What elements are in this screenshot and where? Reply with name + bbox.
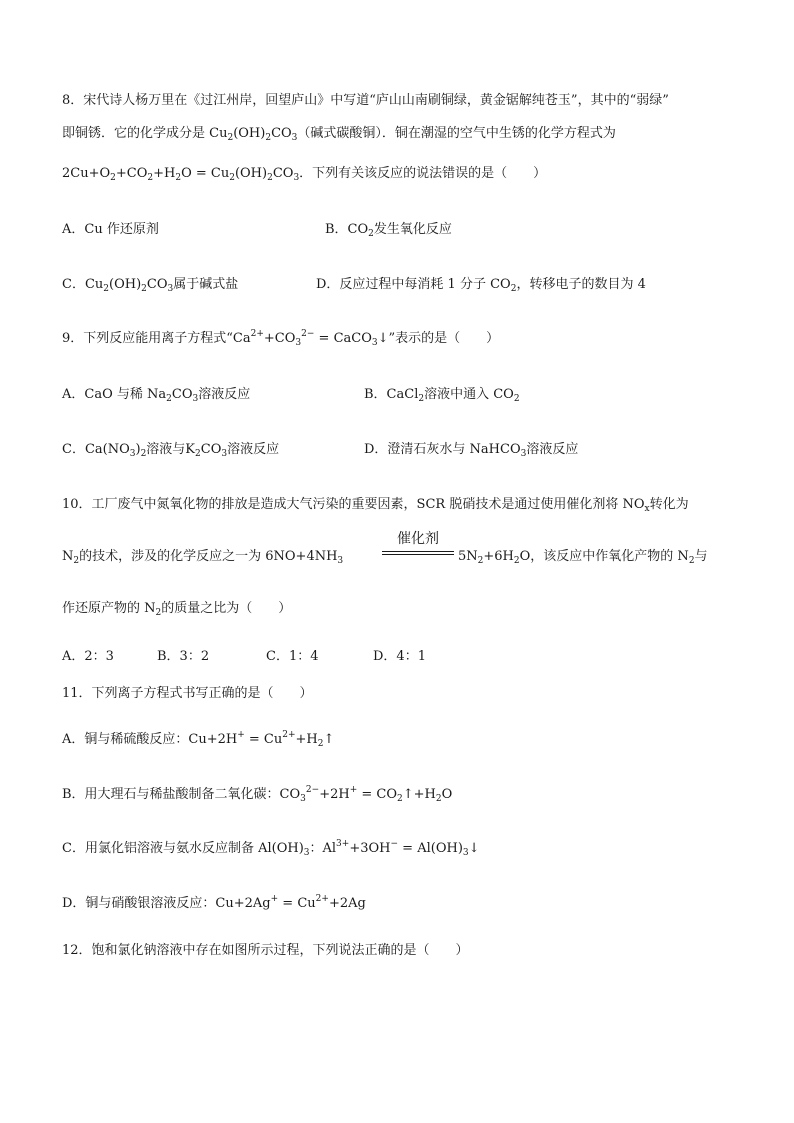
q10-stem-line2-left: $N_2$的技术，涉及的化学反应之一为 $6NO+4NH_3$ <box>62 549 344 566</box>
q10-stem-line1: 10．工厂废气中氮氧化物的排放是造成大气污染的重要因素，SCR 脱硝技术是通过使用催化剂将 $NO_x$转化为 <box>62 497 689 514</box>
q9-stem: 9．下列反应能用离子方程式“$Ca^{2+}+CO_3^{2-}$ = CaCO$_3$↓”表示的是（ ） <box>62 329 500 348</box>
q12-stem: 12．饱和氯化钠溶液中存在如图所示过程，下列说法正确的是（ ） <box>62 943 469 958</box>
q10-option-c: C．1：4 <box>266 649 319 664</box>
q9-option-c: C．$Ca(NO_3)_2$溶液与$K_2CO_3$溶液反应 <box>62 442 280 459</box>
q11-option-c: C．用氯化铝溶液与氨水反应制备 $Al(OH)_3$：$Al^{3+}+3OH^-$ = $Al(OH)_3↓$ <box>62 839 480 858</box>
catalyst-label: 催化剂 <box>397 531 439 547</box>
q11-option-d: D．铜与硝酸银溶液反应：$Cu+2Ag^+ = Cu^{2+}+2Ag$ <box>62 894 366 911</box>
q8-option-a: A．Cu 作还原剂 <box>62 222 159 237</box>
q11-stem: 11．下列离子方程式书写正确的是（ ） <box>62 686 313 701</box>
q10-stem-line3: 作还原产物的 $N_2$的质量之比为（ ） <box>62 601 292 618</box>
reaction-equals-bar <box>382 551 454 555</box>
q8-option-d: D．反应过程中每消耗 1 分子 $CO_2$，转移电子的数目为 4 <box>316 277 646 294</box>
q9-option-b: B．CaCl$_2$溶液中通入 $CO_2$ <box>364 387 520 404</box>
q10-option-a: A．2：3 <box>62 649 114 664</box>
q8-stem-line1: 8．宋代诗人杨万里在《过江州岸，回望庐山》中写道“庐山山南刷铜绿，黄金锯解纯苍玉”，其中的“弱绿” <box>62 93 669 108</box>
q8-option-b: B．$CO_2$发生氧化反应 <box>325 222 452 239</box>
q8-option-c: C．$Cu_2(OH)_2CO_3$属于碱式盐 <box>62 277 239 294</box>
q9-option-a: A．CaO 与稀 $Na_2CO_3$溶液反应 <box>62 387 251 404</box>
q10-option-b: B．3：2 <box>157 649 210 664</box>
q9-option-d: D．澄清石灰水与 NaHCO$_3$溶液反应 <box>364 442 579 459</box>
q8-equation-line: $2Cu+O_2+CO_2+H_2O = Cu_2(OH)_2CO_3$．下列有关该反应的说法错误的是（ ） <box>62 166 547 183</box>
q10-stem-line2-right: $5N_2+6H_2O$，该反应中作氧化产物的 $N_2$与 <box>458 549 708 566</box>
q11-option-b: B．用大理石与稀盐酸制备二氧化碳：$CO_3^{2-}+2H^+$ = $CO_2↑+H_2O$ <box>62 785 453 804</box>
q11-option-a: A．铜与稀硫酸反应：$Cu+2H^+ = Cu^{2+}+H_2↑$ <box>62 730 335 749</box>
q10-option-d: D．4：1 <box>373 649 426 664</box>
q8-stem-line2: 即铜锈．它的化学成分是 $Cu_2(OH)_2CO_3$（碱式碳酸铜）．铜在潮湿的空气中生锈的化学方程式为 <box>62 126 616 143</box>
